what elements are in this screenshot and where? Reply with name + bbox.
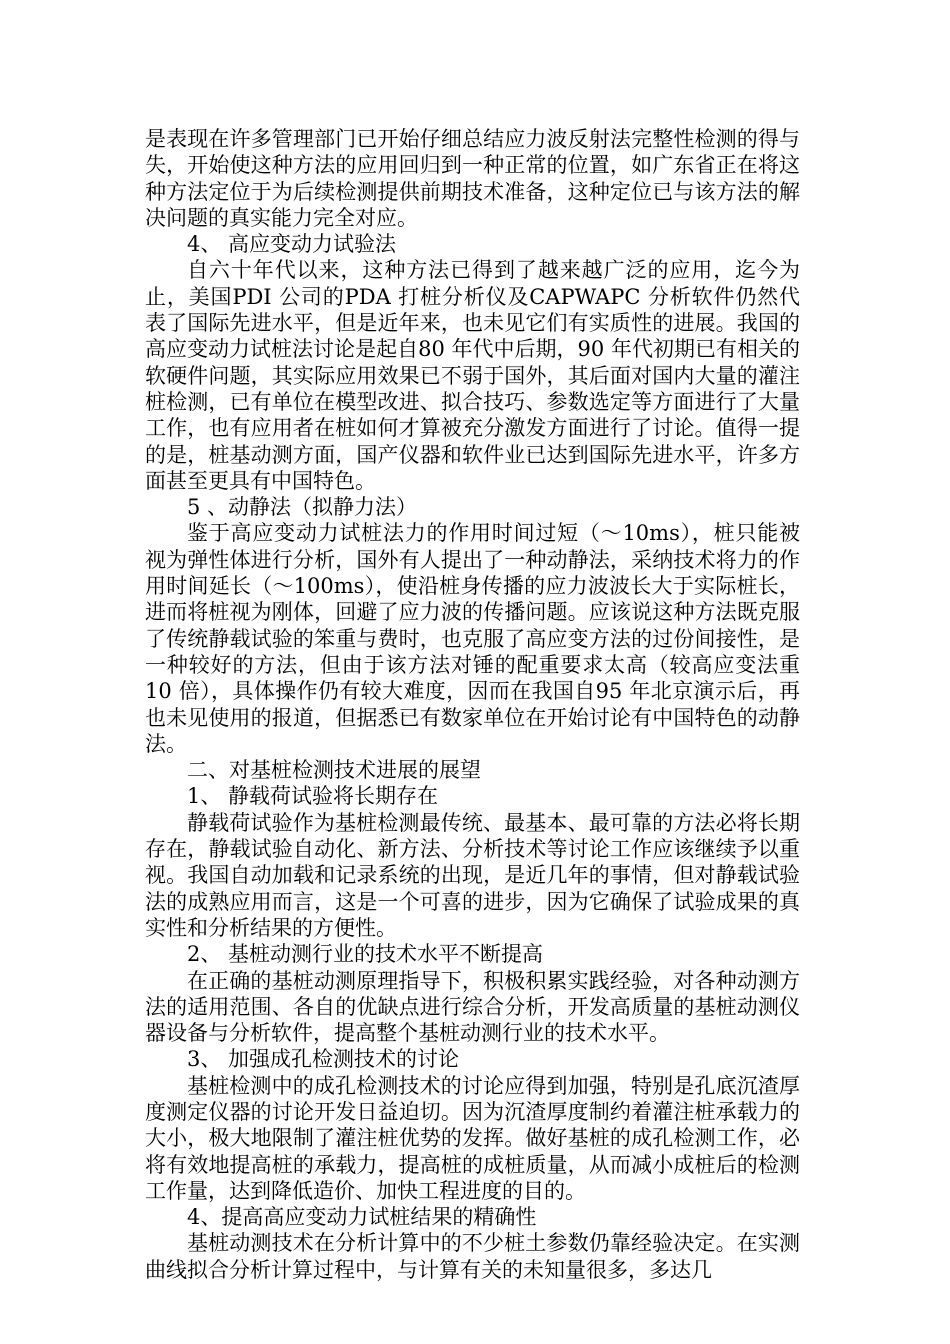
- heading-tech-level: 2、 基桩动测行业的技术水平不断提高: [187, 942, 544, 967]
- paragraph-high-strain: 自六十年代以来，这种方法已得到了越来越广泛的应用，迄今为止，美国PDI 公司的PDA 打桩分析仪及CAPWAPC 分析软件仍然代表了国际先进水平，但是近年来，也未见它们有实质性的进展。我国的高应变动力试桩法讨论是起自80 年代中后期，90 年代初期已有相关的软硬件问题，其实际应用效果已不弱于国外，其后面对国内大量的灌注桩检测，已有单位在模型改进、拟合技巧、参数选定等方面进行了大量工作，也有应用者在桩如何才算被充分激发方面进行了讨论。值得一提的是，桩基动测方面，国产仪器和软件业已达到国际先进水平，许多方面甚至更具有中国特色。: [145, 258, 800, 493]
- heading-static-load: 1、 静载荷试验将长期存在: [187, 784, 439, 809]
- paragraph-accuracy: 基桩动测技术在分析计算中的不少桩土参数仍靠经验决定。在实测曲线拟合分析计算过程中，与计算有关的未知量很多，多达几: [145, 1231, 800, 1282]
- heading-high-strain-test: 4、 高应变动力试验法: [187, 232, 397, 257]
- paragraph-continuation: 是表现在许多管理部门已开始仔细总结应力波反射法完整性检测的得与失，开始使这种方法的应用回归到一种正常的位置，如广东省正在将这种方法定位于为后续检测提供前期技术准备，这种定位已与该方法的解决问题的真实能力完全对应。: [145, 127, 800, 230]
- paragraph-static-dynamic: 鉴于高应变动力试桩法力的作用时间过短（～10ms），桩只能被视为弹性体进行分析，国外有人提出了一种动静法，采纳技术将力的作用时间延长（～100ms），使沿桩身传播的应力波波长大于实际桩长，进而将桩视为刚体，回避了应力波的传播问题。应该说这种方法既克服了传统静载试验的笨重与费时，也克服了高应变方法的过份间接性，是一种较好的方法，但由于该方法对锤的配重要求太高（较高应变法重10 倍），具体操作仍有较大难度，因而在我国自95 年北京演示后，再也未见使用的报道，但据悉已有数家单位在开始讨论有中国特色的动静法。: [145, 521, 800, 756]
- paragraph-hole-detection: 基桩检测中的成孔检测技术的讨论应得到加强，特别是孔底沉渣厚度测定仪器的讨论开发日益迫切。因为沉渣厚度制约着灌注桩承载力的大小，极大地限制了灌注桩优势的发挥。做好基桩的成孔检测工作，必将有效地提高桩的承载力，提高桩的成桩质量，从而减小成桩后的检测工作量，达到降低造价、加快工程进度的目的。: [145, 1073, 800, 1203]
- heading-outlook: 二、对基桩检测技术进展的展望: [187, 758, 481, 783]
- paragraph-static-load: 静载荷试验作为基桩检测最传统、最基本、最可靠的方法必将长期存在，静载试验自动化、新方法、分析技术等讨论工作应该继续予以重视。我国自动加载和记录系统的出现，是近几年的事情，但对静载试验法的成熟应用而言，这是一个可喜的进步，因为它确保了试验成果的真实性和分析结果的方便性。: [145, 810, 800, 940]
- heading-hole-detection: 3、 加强成孔检测技术的讨论: [187, 1047, 460, 1072]
- document-body: [145, 126, 800, 1283]
- heading-static-dynamic: 5 、动静法（拟静力法）: [187, 495, 418, 520]
- paragraph-tech-level: 在正确的基桩动测原理指导下，积极积累实践经验，对各种动测方法的适用范围、各自的优缺点进行综合分析，开发高质量的基桩动测仪器设备与分析软件，提高整个基桩动测行业的技术水平。: [145, 968, 800, 1046]
- heading-accuracy: 4、提高高应变动力试桩结果的精确性: [187, 1205, 537, 1230]
